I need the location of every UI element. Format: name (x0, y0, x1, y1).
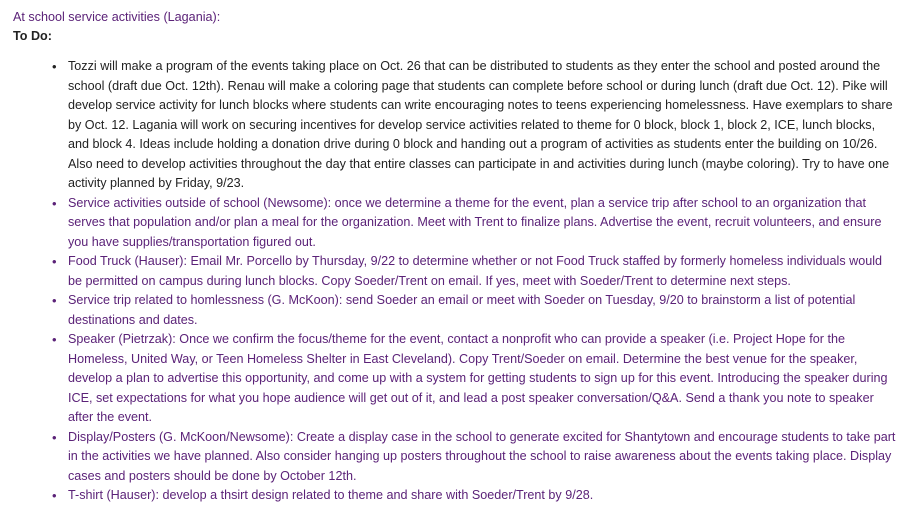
bullet-icon: • (52, 59, 57, 74)
todo-list (13, 57, 902, 506)
section-heading: At school service activities (Lagania): (13, 10, 221, 24)
list-item (52, 428, 902, 487)
todo-label: To Do: (13, 29, 52, 43)
list-item-text: Food Truck (Hauser): Email Mr. Porcello by Thursday, 9/22 to determine whether or not Food Truck staffed by formerly homeless individuals would be permitted on campus during lunch blocks. Copy Soeder/Trent on email. If yes, meet with Soeder/Trent to determine next steps. (68, 254, 883, 288)
list-item-text: T-shirt (Hauser): develop a thsirt design related to theme and share with Soeder/Trent by 9/28. (68, 488, 594, 502)
list-item (52, 486, 902, 506)
list-item (52, 291, 902, 330)
bullet-icon: • (52, 254, 57, 269)
list-item-text: Service activities outside of school (Newsome): once we determine a theme for the event, plan a service trip after school to an organization that serves that population and/or plan a meal for the organization. Meet with Trent to finalize plans. Advertise the event, recruit volunteers, and ensure you have supplies/transportation figured out. (68, 195, 882, 249)
list-item (52, 330, 902, 428)
bullet-icon: • (52, 488, 57, 503)
bullet-icon: • (52, 195, 57, 211)
bullet-icon: • (52, 293, 57, 308)
list-item-text: Display/Posters (G. McKoon/Newsome): Create a display case in the school to generate excited for Shantytown and encourage students to take part in the activities we have planned. Also consider hanging up posters throughout the school to raise awareness about the events taking place. Display cases and posters should be done by October 12th. (68, 429, 896, 483)
list-item (52, 252, 902, 291)
bullet-icon: • (52, 429, 57, 445)
list-item-text: Service trip related to homlessness (G. McKoon): send Soeder an email or meet with Soeder on Tuesday, 9/20 to brainstorm a list of potential destinations and dates. (68, 293, 856, 327)
list-item (52, 194, 902, 253)
list-item-text: Speaker (Pietrzak): Once we confirm the focus/theme for the event, contact a nonprofit who can provide a speaker (i.e. Project Hope for the Homeless, United Way, or Teen Homeless Shelter in East Cleveland). Copy Trent/Soeder on email. Determine the best venue for the speaker, develop a plan to advertise this opportunity, and come up with a system for getting students to sign up for this event. Introducing the speaker during ICE, set expectations for what you hope audience will get out of it, and lead a post speaker conversation/Q&A. Send a thank you note to speaker after the event. (68, 332, 888, 424)
list-item-text: Tozzi will make a program of the events taking place on Oct. 26 that can be distributed to students as they enter the school and posted around the school (draft due Oct. 12th). Renau will make a coloring page that students can complete before school or during lunch (draft due Oct. 12). Pike will develop service activity for lunch blocks where students can write encouraging notes to teens experiencing homelessness. Have exemplars to share by Oct. 12. Lagania will work on securing incentives for develop service activities related to theme for 0 block, block 1, block 2, ICE, lunch blocks, and block 4. Ideas include holding a donation drive during 0 block and handing out a program of activities as students enter the building on 10/26. Also need to develop activities throughout the day that entire classes can participate in and activities during lunch (maybe coloring). Try to have one activity planned by Friday, 9/23. (68, 59, 893, 190)
bullet-icon: • (52, 332, 57, 347)
list-item (52, 57, 902, 194)
